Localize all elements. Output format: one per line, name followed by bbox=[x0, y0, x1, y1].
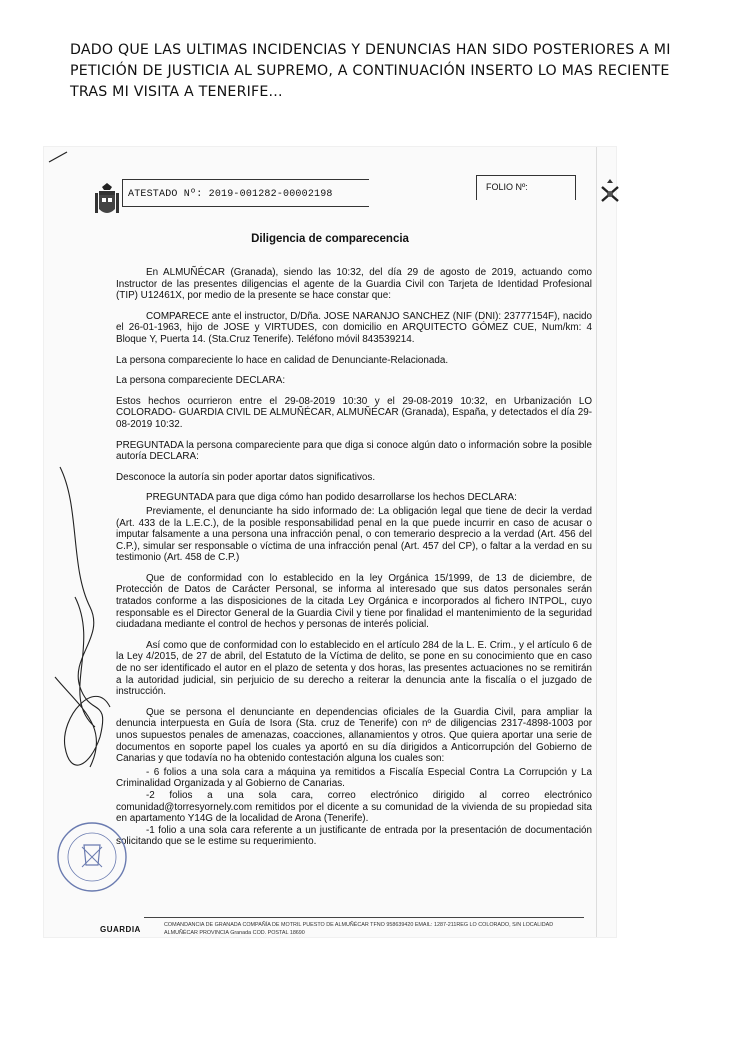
document-body bbox=[116, 267, 592, 848]
paragraph: PREGUNTADA para que diga cómo han podido desarrollarse los hechos DECLARA: bbox=[146, 492, 517, 504]
paragraph: Estos hechos ocurrieron entre el 29-08-2019 10:30 y el 29-08-2019 10:32, en Urbanización LO COLORADO- GUARDIA CIVIL DE ALMUÑÉCAR, ALMUÑÉCAR (Granada), España, y detectados el día 29-08-2019 10:32. bbox=[116, 395, 592, 430]
pen-mark bbox=[48, 151, 68, 163]
paragraph: En ALMUÑÉCAR (Granada), siendo las 10:32, del día 29 de agosto de 2019, actuando como Instructor de las presentes diligencias el agente de la Guardia Civil con Tarjeta de Identidad Profesional (TIP) U12461X, por medio de la presente se hace constar que: bbox=[116, 267, 592, 302]
folio-label: FOLIO Nº: bbox=[486, 182, 528, 192]
document-list bbox=[116, 767, 592, 848]
official-stamp bbox=[52, 787, 132, 917]
atestado-number: ATESTADO Nº: 2019-001282-00002198 bbox=[128, 189, 333, 200]
paragraph: La persona compareciente lo hace en calidad de Denunciante-Relacionada. bbox=[116, 354, 449, 366]
handwritten-signature bbox=[50, 447, 120, 787]
list-item: -2 folios a una sola cara, correo electrónico dirigido al correo electrónico comunidad@torresyornely.com remitidos por el dicente a su comunidad de la vivienda de su propiedad sita en apartamento Y14G de la localidad de Arona (Tenerife). bbox=[116, 789, 592, 825]
paragraph: Que de conformidad con lo establecido en la ley Orgánica 15/1999, de 13 de diciembre, de Protección de Datos de Carácter Personal, se informa al interesado que sus datos personales serán tratados conforme a las disposiciones de la citada Ley Orgánica e incorporados al fichero INTPOL, cuyo responsable es el Director General de la Guardia Civil y tiene por finalidad el mantenimiento de la seguridad ciudadana mediante el control de hechos y personas de interés policial. bbox=[116, 572, 592, 631]
intro-text: DADO QUE LAS ULTIMAS INCIDENCIAS Y DENUNCIAS HAN SIDO POSTERIORES A MI PETICIÓN DE JUSTICIA AL SUPREMO, A CONTINUACIÓN INSERTO LO MAS RECIENTE TRAS MI VISITA A TENERIFE... bbox=[70, 42, 671, 100]
guardia-civil-emblem-icon bbox=[598, 177, 622, 207]
footer-divider bbox=[144, 917, 584, 918]
page-edge bbox=[596, 147, 597, 937]
list-item: -1 folio a una sola cara referente a un justificante de entrada por la presentación de documentación solicitando que se le estime su requerimiento. bbox=[116, 824, 592, 848]
paragraph: Previamente, el denunciante ha sido informado de: La obligación legal que tiene de decir la verdad (Art. 433 de la L.E.C.), de la posible responsabilidad penal en la que puede incurrir en caso de acusar o imputar falsamente a una persona una infracción penal, o con temerario desprecio a la verdad (Art. 456 del C.P.), simular ser responsable o víctima de una infracción penal (Art. 457 del CP), o faltar a la verdad en su testimonio (Art. 458 de C.P.) bbox=[116, 505, 592, 564]
scanned-document bbox=[44, 147, 616, 937]
footer-label: GUARDIA bbox=[100, 925, 141, 934]
paragraph: COMPARECE ante el instructor, D/Dña. JOSE NARANJO SANCHEZ (NIF (DNI): 23777154F), nacido el 26-01-1963, hijo de JOSE y VIRTUDES, con domicilio en ARQUITECTO GÓMEZ CUE, Num/km: 4 Bloque Y, Puerta 14. (Sta.Cruz Tenerife). Teléfono móvil 843539214. bbox=[116, 310, 592, 345]
paragraph: PREGUNTADA la persona compareciente para que diga si conoce algún dato o información sobre la posible autoría DECLARA: bbox=[116, 439, 592, 463]
coat-of-arms-icon bbox=[92, 181, 122, 221]
paragraph: Así como que de conformidad con lo establecido en el artículo 284 de la L. E. Crim., y el artículo 6 de la Ley 4/2015, de 27 de abril, del Estatuto de la Víctima de delito, se pone en su conocimiento que en caso de no ser identificado el autor en el plazo de setenta y dos horas, las presentes actuaciones no se remitirán a la autoridad judicial, sin perjuicio de su derecho a reiterar la denuncia ante la fiscalía o el juzgado de instrucción. bbox=[116, 639, 592, 698]
paragraph: La persona compareciente DECLARA: bbox=[116, 375, 286, 387]
document-heading: Diligencia de comparecencia bbox=[251, 233, 409, 245]
paragraph: Que se persona el denunciante en dependencias oficiales de la Guardia Civil, para ampliar la denuncia interpuesta en Guía de Isora (Sta. cruz de Tenerife) con nº de diligencias 2317-4898-1003 por unos supuestos penales de amenazas, coacciones, allanamientos y otros. Que quiera aportar una serie de documentos en soporte papel los cuales ya aportó en su día dirigidos a Anticorrupción del Gobierno de Canarias y que todavía no ha obtenido contestación alguna los cuales son: bbox=[116, 706, 592, 765]
list-item: - 6 folios a una sola cara a máquina ya remitidos a Fiscalía Especial Contra La Corrupción y La Criminalidad Organizada y al Gobierno de Canarias. bbox=[116, 766, 592, 790]
paragraph: Desconoce la autoría sin poder aportar datos significativos. bbox=[116, 471, 376, 483]
footer-address: COMANDANCIA DE GRANADA COMPAÑÍA DE MOTRIL PUESTO DE ALMUÑÉCAR TFNO 958639420 EMAIL: 1287-211REG LO COLORADO, S/N LOCALIDAD ALMUÑÉCAR PROVINCIA Granada COD. POSTAL 18690 bbox=[164, 922, 554, 936]
